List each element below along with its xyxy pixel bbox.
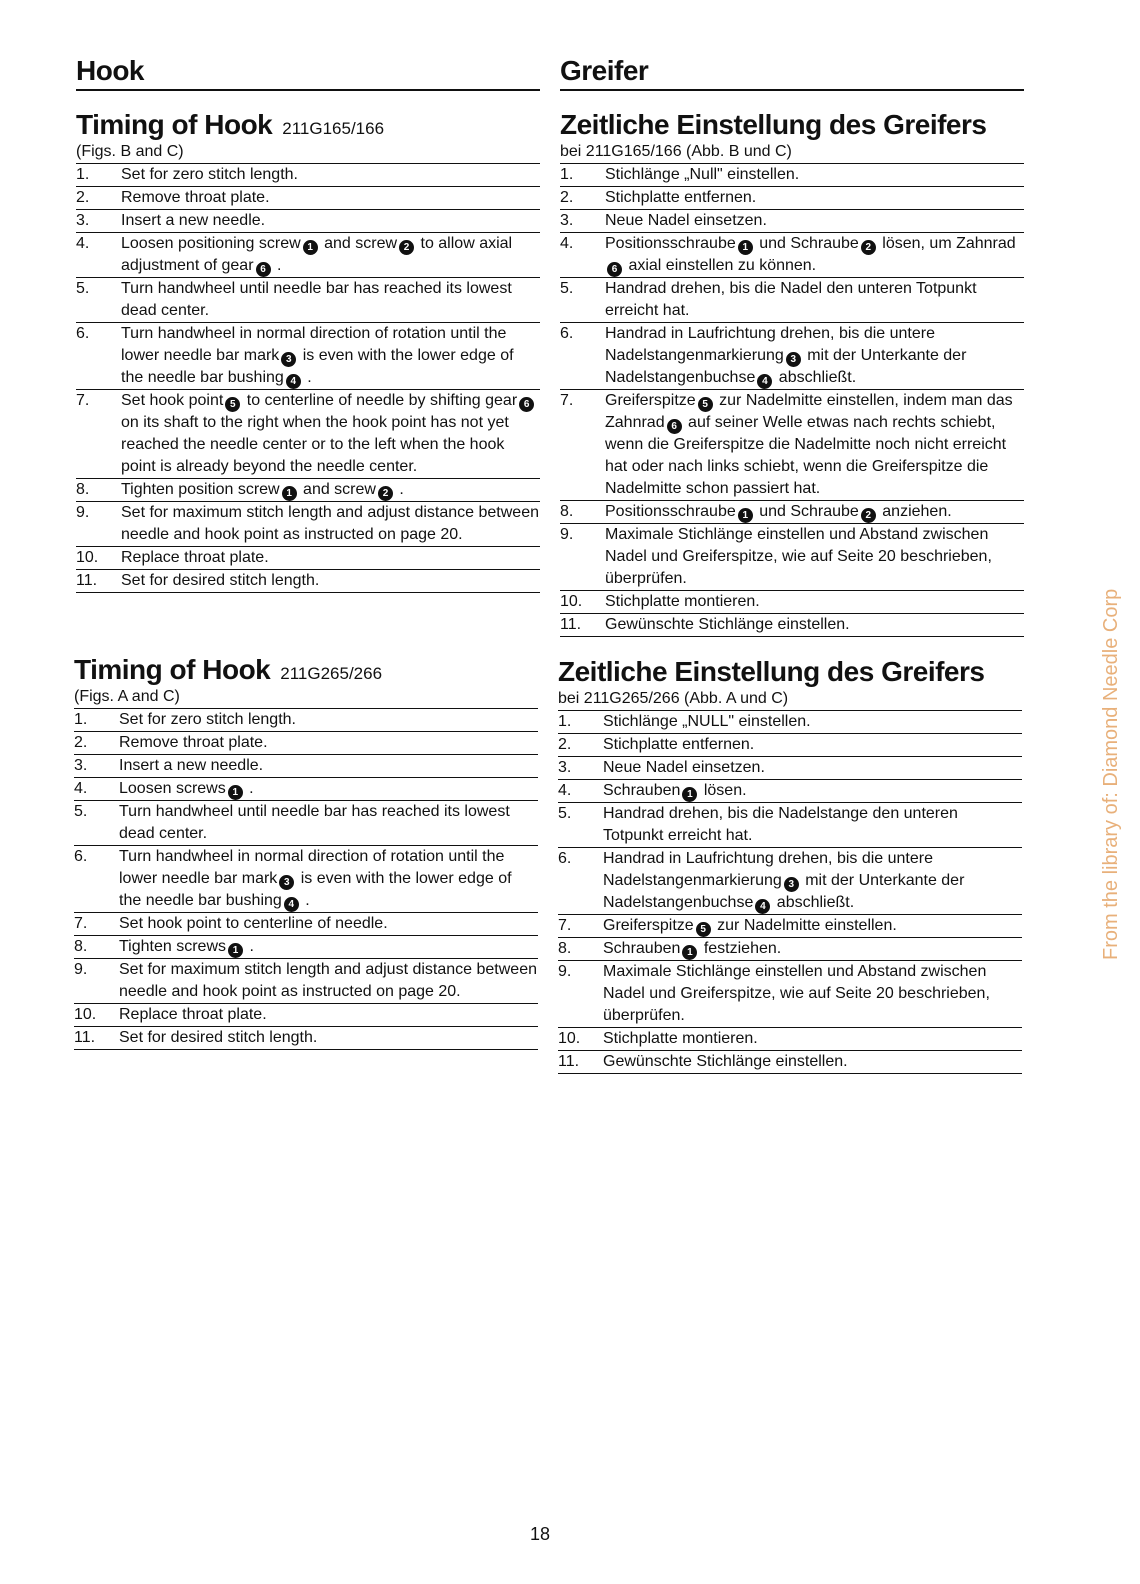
title-text: Zeitliche Einstellung des Greifers [558, 656, 985, 687]
title-text: Timing of Hook [74, 654, 271, 685]
callout-1-icon: 1 [682, 787, 697, 802]
english-column [74, 54, 540, 1046]
figure-reference: bei 211G265/266 (Abb. A und C) [558, 688, 1022, 711]
step-number: 1. [560, 166, 574, 183]
step-item [74, 778, 538, 801]
step-text: Gewünschte Stichlänge einstellen. [605, 616, 850, 633]
step-text [605, 323, 1024, 389]
step-item [74, 936, 538, 959]
step-text [605, 390, 1024, 500]
step-item [560, 323, 1024, 390]
german-section-1 [560, 109, 1024, 637]
step-text-part: to centerline of needle by shifting gear [242, 392, 518, 409]
step-text-part: Loosen positioning screw [121, 235, 301, 252]
step-text: Stichplatte montieren. [603, 1030, 758, 1047]
callout-4-icon: 4 [284, 897, 299, 912]
callout-6-icon: 6 [519, 397, 534, 412]
step-text [603, 915, 1022, 937]
step-text: Set for maximum stitch length and adjust distance between needle and hook point as instructed on page 20. [119, 961, 537, 1000]
callout-2-icon: 2 [861, 240, 876, 255]
step-text [121, 323, 540, 389]
step-text: Insert a new needle. [119, 757, 264, 774]
step-text: Maximale Stichlänge einstellen und Abstand zwischen Nadel und Greiferspitze, wie auf Seite 20 beschrieben, überprüfen. [605, 526, 992, 587]
step-text: Set for zero stitch length. [119, 711, 296, 728]
callout-1-icon: 1 [282, 486, 297, 501]
step-item [74, 1004, 538, 1027]
step-text-part: . [394, 481, 404, 498]
step-number: 6. [76, 325, 90, 342]
step-number: 7. [560, 392, 574, 409]
step-number: 11. [558, 1053, 580, 1070]
step-item [76, 570, 540, 593]
title-text: Zeitliche Einstellung des Greifers [560, 109, 987, 140]
step-number: 11. [76, 572, 98, 589]
step-item [76, 233, 540, 278]
step-item [558, 915, 1022, 938]
step-text-part: and screw [319, 235, 398, 252]
callout-4-icon: 4 [286, 374, 301, 389]
step-text-part: zur Nadelmitte einstellen, indem man das Zahnrad [605, 392, 1013, 431]
step-text: Set for maximum stitch length and adjust distance between needle and hook point as instructed on page 20. [121, 504, 539, 543]
step-number: 5. [558, 805, 572, 822]
step-text-part: axial einstellen zu können. [624, 257, 817, 274]
step-text-part: Handrad in Laufrichtung drehen, bis die untere Nadelstangenmarkierung [603, 850, 933, 889]
step-number: 7. [74, 915, 88, 932]
step-item [558, 780, 1022, 803]
step-text: Neue Nadel einsetzen. [603, 759, 765, 776]
step-item [76, 502, 540, 547]
page-number: 18 [529, 1524, 551, 1544]
title-text: Timing of Hook [76, 109, 273, 140]
step-item [74, 801, 538, 846]
step-text: Stichplatte entfernen. [605, 189, 757, 206]
callout-2-icon: 2 [399, 240, 414, 255]
step-text [603, 848, 1022, 914]
step-text-part: Schrauben [603, 940, 681, 957]
step-number: 8. [76, 481, 90, 498]
step-text-part: Turn handwheel in normal direction of rotation until the lower needle bar mark [121, 325, 507, 364]
step-item [76, 210, 540, 233]
step-item [558, 1028, 1022, 1051]
step-text-part: lösen, um Zahnrad [877, 235, 1016, 252]
step-number: 10. [558, 1030, 581, 1047]
step-number: 9. [74, 961, 88, 978]
step-text-part: Tighten position screw [121, 481, 280, 498]
step-item [560, 187, 1024, 210]
step-number: 1. [558, 713, 572, 730]
step-text: Turn handwheel until needle bar has reached its lowest dead center. [121, 280, 512, 319]
model-number: 211G265/266 [280, 664, 383, 683]
callout-4-icon: 4 [755, 899, 770, 914]
step-number: 9. [76, 504, 90, 521]
callout-3-icon: 3 [786, 352, 801, 367]
step-text-part: zur Nadelmitte einstellen. [712, 917, 897, 934]
step-number: 11. [74, 1029, 96, 1046]
callout-3-icon: 3 [279, 875, 294, 890]
step-text [119, 778, 538, 800]
step-text: Set hook point to centerline of needle. [119, 915, 388, 932]
german-section-2 [558, 656, 1022, 1074]
step-list [76, 164, 540, 593]
step-text: Remove throat plate. [121, 189, 270, 206]
step-item [560, 501, 1024, 524]
step-text-part: . [244, 780, 254, 797]
step-text-part: . [302, 369, 312, 386]
step-number: 4. [74, 780, 88, 797]
section-header-hook: Hook [76, 54, 540, 91]
step-number: 10. [560, 593, 583, 610]
step-text: Replace throat plate. [121, 549, 269, 566]
step-item [74, 755, 538, 778]
step-number: 7. [76, 392, 90, 409]
callout-3-icon: 3 [784, 877, 799, 892]
step-text-part: is even with the lower edge of the needle bar bushing [121, 347, 514, 386]
callout-1-icon: 1 [738, 508, 753, 523]
step-text-part: Loosen screws [119, 780, 226, 797]
model-number: 211G165/166 [282, 119, 385, 138]
step-number: 4. [558, 782, 572, 799]
step-text-part: Handrad in Laufrichtung drehen, bis die untere Nadelstangenmarkierung [605, 325, 935, 364]
step-number: 8. [560, 503, 574, 520]
step-number: 10. [76, 549, 99, 566]
step-text-part: . [300, 892, 310, 909]
step-item [558, 711, 1022, 734]
step-item [558, 757, 1022, 780]
step-text-part: abschließt. [772, 894, 855, 911]
section-title [74, 654, 538, 686]
callout-1-icon: 1 [228, 785, 243, 800]
step-number: 6. [74, 848, 88, 865]
step-text-part: . [245, 938, 254, 955]
step-item [560, 591, 1024, 614]
step-number: 11. [560, 616, 582, 633]
german-column [558, 54, 1024, 1070]
callout-1-icon: 1 [738, 240, 753, 255]
step-item [560, 164, 1024, 187]
step-text: Replace throat plate. [119, 1006, 267, 1023]
step-number: 3. [76, 212, 90, 229]
step-number: 8. [558, 940, 572, 957]
section-title [558, 656, 1022, 688]
step-number: 2. [560, 189, 574, 206]
step-item [76, 390, 540, 479]
step-text: Maximale Stichlänge einstellen und Abstand zwischen Nadel und Greiferspitze, wie auf Seite 20 beschrieben, überprüfen. [603, 963, 990, 1024]
step-number: 3. [560, 212, 574, 229]
step-item [558, 848, 1022, 915]
step-item [76, 479, 540, 502]
step-number: 2. [74, 734, 88, 751]
step-text-part: abschließt. [774, 369, 857, 386]
step-item [560, 278, 1024, 323]
step-item [560, 524, 1024, 591]
step-text: Stichplatte entfernen. [603, 736, 755, 753]
step-text-part: mit der Unterkante der Nadelstangenbuchse [603, 872, 965, 911]
step-text: Set for desired stitch length. [119, 1029, 318, 1046]
step-number: 1. [74, 711, 88, 728]
callout-4-icon: 4 [757, 374, 772, 389]
step-text [603, 780, 1022, 802]
callout-6-icon: 6 [256, 262, 271, 277]
callout-5-icon: 5 [225, 397, 240, 412]
step-text: Set for zero stitch length. [121, 166, 298, 183]
step-text-part: mit der Unterkante der Nadelstangenbuchse [605, 347, 967, 386]
step-text-part: Greiferspitze [603, 917, 694, 934]
step-item [76, 278, 540, 323]
step-number: 10. [74, 1006, 97, 1023]
step-text: Gewünschte Stichlänge einstellen. [603, 1053, 848, 1070]
callout-6-icon: 6 [607, 262, 622, 277]
callout-3-icon: 3 [281, 352, 296, 367]
step-text: Stichlänge „NULL" einstellen. [603, 713, 811, 730]
step-text-part: . [272, 257, 282, 274]
step-number: 6. [560, 325, 574, 342]
step-item [76, 547, 540, 570]
callout-1-icon: 1 [228, 943, 243, 958]
step-number: 8. [74, 938, 88, 955]
step-text [605, 233, 1024, 277]
step-text: Turn handwheel until needle bar has reached its lowest dead center. [119, 803, 510, 842]
step-text-part: anziehen. [877, 503, 952, 520]
step-number: 5. [560, 280, 574, 297]
callout-2-icon: 2 [378, 486, 393, 501]
section-title [560, 109, 1024, 141]
step-text-part: lösen. [699, 782, 747, 799]
step-item [74, 709, 538, 732]
step-item [74, 732, 538, 755]
step-text: Insert a new needle. [121, 212, 266, 229]
step-text [119, 936, 538, 958]
step-text-part: festziehen. [699, 940, 782, 957]
step-list [558, 711, 1022, 1074]
callout-1-icon: 1 [682, 945, 697, 960]
step-text: Stichlänge „Null" einstellen. [605, 166, 800, 183]
step-text: Neue Nadel einsetzen. [605, 212, 767, 229]
step-text [121, 479, 540, 501]
step-item [560, 390, 1024, 501]
step-number: 2. [76, 189, 90, 206]
step-number: 5. [74, 803, 88, 820]
step-text-part: on its shaft to the right when the hook point has not yet reached the needle center or to the left when the hook point is already beyond the needle center. [121, 414, 509, 475]
step-text [121, 390, 540, 478]
step-list [74, 709, 538, 1050]
step-item [74, 1027, 538, 1050]
step-number: 9. [558, 963, 572, 980]
callout-2-icon: 2 [861, 508, 876, 523]
step-number: 6. [558, 850, 572, 867]
section-header-greifer: Greifer [560, 54, 1024, 91]
figure-reference: bei 211G165/166 (Abb. B und C) [560, 141, 1024, 164]
step-text-part: Positionsschraube [605, 503, 736, 520]
step-text-part: und Schraube [754, 503, 859, 520]
step-item [74, 913, 538, 936]
step-item [74, 846, 538, 913]
step-text: Handrad drehen, bis die Nadelstange den unteren Totpunkt erreicht hat. [603, 805, 958, 844]
step-text: Set for desired stitch length. [121, 572, 320, 589]
step-number: 7. [558, 917, 572, 934]
step-text-part: Set hook point [121, 392, 224, 409]
step-number: 1. [76, 166, 90, 183]
step-item [76, 187, 540, 210]
step-item [560, 614, 1024, 637]
step-number: 3. [558, 759, 572, 776]
step-number: 3. [74, 757, 88, 774]
step-text-part: to allow axial adjustment of gear [121, 235, 513, 274]
figure-reference: (Figs. B and C) [76, 141, 540, 164]
callout-6-icon: 6 [667, 419, 682, 434]
figure-reference: (Figs. A and C) [74, 686, 538, 709]
step-item [76, 164, 540, 187]
step-text-part: Positionsschraube [605, 235, 736, 252]
library-side-note: From the library of: Diamond Needle Corp [1100, 588, 1122, 960]
step-text-part: and screw [298, 481, 376, 498]
step-text [119, 846, 538, 912]
step-item [76, 323, 540, 390]
step-text: Stichplatte montieren. [605, 593, 760, 610]
step-item [558, 1051, 1022, 1074]
step-number: 4. [560, 235, 574, 252]
english-section-1 [76, 109, 540, 593]
step-text [121, 233, 540, 277]
callout-1-icon: 1 [303, 240, 318, 255]
step-text-part: is even with the lower edge of the needle bar bushing [119, 870, 512, 909]
step-item [558, 734, 1022, 757]
step-number: 4. [76, 235, 90, 252]
callout-5-icon: 5 [696, 922, 711, 937]
callout-5-icon: 5 [698, 397, 713, 412]
english-section-2 [74, 654, 538, 1050]
step-item [560, 233, 1024, 278]
step-text-part: Turn handwheel in normal direction of rotation until the lower needle bar mark [119, 848, 505, 887]
step-number: 2. [558, 736, 572, 753]
step-text-part: und Schraube [754, 235, 859, 252]
step-text [603, 938, 1022, 960]
step-text: Handrad drehen, bis die Nadel den unteren Totpunkt erreicht hat. [605, 280, 977, 319]
step-text-part: Tighten screws [119, 938, 226, 955]
step-list [560, 164, 1024, 637]
step-text-part: Schrauben [603, 782, 681, 799]
step-item [558, 961, 1022, 1028]
step-item [558, 938, 1022, 961]
step-number: 9. [560, 526, 574, 543]
step-text [605, 501, 1024, 523]
step-item [74, 959, 538, 1004]
step-text-part: Greiferspitze [605, 392, 696, 409]
step-item [560, 210, 1024, 233]
step-item [558, 803, 1022, 848]
step-text: Remove throat plate. [119, 734, 268, 751]
step-number: 5. [76, 280, 90, 297]
section-title [76, 109, 540, 141]
step-text-part: auf seiner Welle etwas nach rechts schiebt, wenn die Greiferspitze die Nadelmitte noch nicht erreicht hat oder nach links schiebt, wenn die Greiferspitze die Nadelmitte schon passiert hat. [605, 414, 1007, 497]
